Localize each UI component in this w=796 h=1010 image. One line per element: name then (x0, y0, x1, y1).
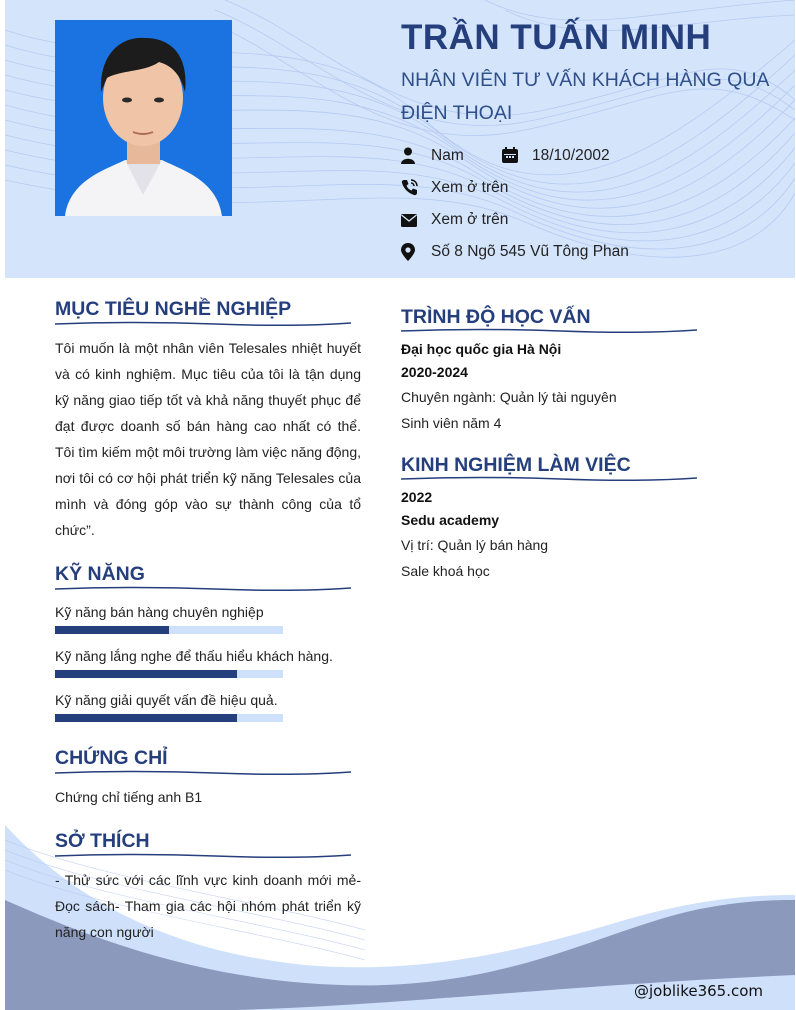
address-value: Số 8 Ngõ 545 Vũ Tông Phan (431, 243, 629, 260)
info-birthday (502, 145, 610, 167)
skill-label: Kỹ năng giải quyết vấn đề hiệu quả. (55, 692, 278, 708)
info-gender (401, 145, 464, 167)
education-heading-underline (401, 327, 697, 335)
skill-bar (55, 714, 283, 722)
objective-heading: MỤC TIÊU NGHỀ NGHIỆP (55, 298, 292, 320)
skill-bar (55, 626, 283, 634)
certificates-heading-underline (55, 769, 351, 777)
experience-year: 2022 (401, 489, 433, 505)
education-period: 2020-2024 (401, 364, 468, 380)
cv-header (5, 0, 795, 278)
education-note: Sinh viên năm 4 (401, 415, 502, 431)
person-icon (401, 147, 419, 165)
hobbies-heading: SỞ THÍCH (55, 830, 150, 852)
email-value: Xem ở trên (431, 211, 509, 228)
phone-value: Xem ở trên (431, 179, 509, 196)
skills-heading: KỸ NĂNG (55, 563, 145, 585)
education-heading: TRÌNH ĐỘ HỌC VẤN (401, 306, 591, 328)
info-phone (401, 177, 508, 199)
experience-detail: Sale khoá học (401, 563, 490, 579)
profile-photo (55, 20, 232, 216)
mail-icon (401, 211, 419, 229)
skill-bar-fill (55, 626, 169, 634)
job-title: NHÂN VIÊN TƯ VẤN KHÁCH HÀNG QUA ĐIỆN THOẠI (401, 69, 769, 124)
certificate-item: Chứng chỉ tiếng anh B1 (55, 789, 203, 805)
candidate-name: TRẦN TUẤN MINH (401, 18, 712, 57)
cv-page (5, 0, 795, 1010)
skill-label: Kỹ năng bán hàng chuyên nghiệp (55, 604, 264, 620)
location-icon (401, 243, 419, 261)
skills-heading-underline (55, 585, 351, 593)
phone-icon (401, 179, 419, 197)
info-email (401, 209, 508, 231)
experience-company: Sedu academy (401, 512, 500, 528)
skill-bar-fill (55, 714, 237, 722)
objective-heading-underline (55, 320, 351, 328)
calendar-icon (502, 147, 520, 165)
skill-label: Kỹ năng lắng nghe để thấu hiểu khách hàng. (55, 648, 333, 664)
birthday-value: 18/10/2002 (532, 147, 610, 164)
skill-bar (55, 670, 283, 678)
education-major: Chuyên ngành: Quản lý tài nguyên (401, 389, 617, 405)
experience-position: Vị trí: Quản lý bán hàng (401, 537, 549, 553)
info-address (401, 241, 629, 263)
certificates-heading: CHỨNG CHỈ (55, 747, 168, 769)
hobbies-text: - Thử sức với các lĩnh vực kinh doanh mới mẻ- Đọc sách- Tham gia các hội nhóm phát triển kỹ năng con người (55, 872, 361, 940)
skill-bar-fill (55, 670, 237, 678)
experience-heading-underline (401, 475, 697, 483)
education-school: Đại học quốc gia Hà Nội (401, 341, 562, 357)
experience-heading: KINH NGHIỆM LÀM VIỆC (401, 454, 631, 476)
gender-value: Nam (431, 147, 464, 164)
site-watermark: @joblike365.com (634, 982, 764, 1000)
hobbies-heading-underline (55, 852, 351, 860)
objective-text: Tôi muốn là một nhân viên Telesales nhiệt huyết và có kinh nghiệm. Mục tiêu của tôi là tận dụng kỹ năng giao tiếp tốt và khả năng thuyết phục để đạt được doanh số bán hàng cao nhất có thể. Tôi tìm kiếm một môi trường làm việc năng động, nơi tôi có cơ hội phát triển kỹ năng Telesales của mình và đóng góp vào sự thành công của tổ chức”. (55, 340, 361, 538)
